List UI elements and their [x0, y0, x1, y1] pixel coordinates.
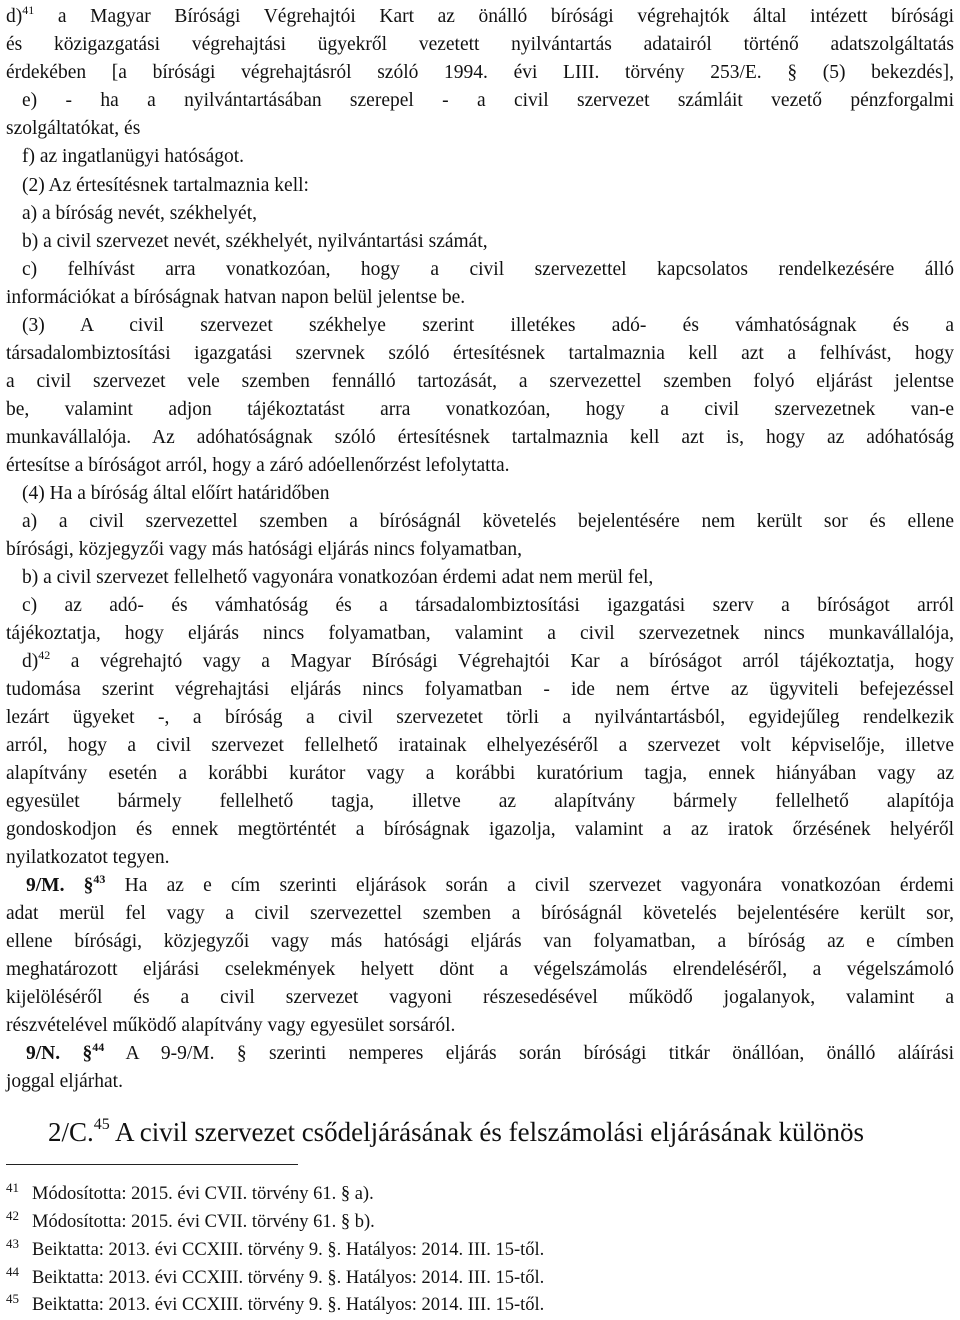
- footnote: 42 Módosította: 2015. évi CVII. törvény 61. § b).: [6, 1208, 375, 1232]
- text-line: [6, 677, 954, 703]
- line-text: Ha az e cím szerinti eljárások során a civil szervezet vagyonára vonatkozóan érdemi: [105, 875, 954, 896]
- line-text: nyilatkozatot tegyen.: [6, 847, 170, 868]
- line-text: (3) A civil szervezet székhelye szerint illetékes adó- és vámhatóságnak és a: [22, 315, 954, 336]
- text-line: [6, 116, 954, 142]
- line-text: ellene bírósági, közjegyzői vagy más hatósági eljárás van folyamatban, a bíróság az e címben: [6, 931, 954, 952]
- text-line: [6, 789, 954, 815]
- footnote-ref[interactable]: 42: [38, 648, 51, 662]
- item-label: d): [6, 6, 23, 27]
- text-line: [6, 901, 954, 927]
- line-text: tájékoztatja, hogy eljárás nincs folyamatban, valamint a civil szervezetnek nincs munkavállalója,: [6, 623, 954, 644]
- text-line: [22, 257, 954, 283]
- text-line: [22, 144, 954, 170]
- line-text: érdekében [a bírósági végrehajtásról szóló 1994. évi LIII. törvény 253/E. § (5) bekezdés],: [6, 62, 954, 83]
- text-line: [26, 873, 954, 899]
- line-text: a civil szervezet vele szemben fennálló tartozását, a szervezettel szemben folyó eljárást jelentse: [6, 371, 954, 392]
- footnote-text: Beiktatta: 2013. évi CCXIII. törvény 9. §. Hatályos: 2014. III. 15-től.: [32, 1268, 545, 1288]
- text-line: [6, 369, 954, 395]
- line-text: adat merül fel vagy a civil szervezettel szemben a bíróságnál követelés bejelentésére került sor,: [6, 903, 954, 924]
- line-text: joggal eljárhat.: [6, 1071, 123, 1092]
- footnote-ref[interactable]: 44: [92, 1040, 105, 1054]
- text-line: [6, 817, 954, 843]
- text-line: [22, 481, 954, 507]
- line-text: bírósági, közjegyzői vagy más hatósági eljárás nincs folyamatban,: [6, 539, 523, 560]
- text-line: [22, 509, 954, 535]
- line-text: lezárt ügyeket -, a bíróság a civil szervezetet törli a nyilvántartásból, egyidejűleg rendelkezik: [6, 707, 954, 728]
- footnote-ref[interactable]: 45: [93, 1116, 110, 1133]
- text-line: [22, 593, 954, 619]
- text-line: [6, 733, 954, 759]
- text-line: [26, 1041, 954, 1067]
- heading-label: 2/C.: [48, 1117, 94, 1147]
- text-line: [6, 60, 954, 86]
- line-text: értesítse a bíróságot arról, hogy a záró adóellenőrzést lefolytatta.: [6, 455, 510, 476]
- footnote: 44 Beiktatta: 2013. évi CCXIII. törvény 9. §. Hatályos: 2014. III. 15-től.: [6, 1264, 545, 1288]
- footnote-text: Módosította: 2015. évi CVII. törvény 61. § a).: [32, 1184, 374, 1204]
- text-line: [6, 705, 954, 731]
- line-text: és közigazgatási végrehajtási ügyekről vezetett nyilvántartás adatairól történő adatszolgáltatás: [6, 34, 954, 55]
- text-line: [22, 201, 954, 227]
- line-text: be, valamint adjon tájékoztatást arra vonatkozóan, hogy a civil szervezetnek van-e: [6, 399, 954, 420]
- line-text: kijelöléséről és a civil szervezet vagyoni részesedésével működő jogalanyok, valamint a: [6, 987, 954, 1008]
- footnote-text: Beiktatta: 2013. évi CCXIII. törvény 9. §. Hatályos: 2014. III. 15-től.: [32, 1295, 545, 1315]
- text-line: [6, 425, 954, 451]
- line-text: alapítvány esetén a korábbi kurátor vagy a korábbi kuratórium tagja, ennek hiányában vagy az: [6, 763, 954, 784]
- line-text: szolgáltatókat, és: [6, 118, 141, 139]
- text-line: [22, 565, 954, 591]
- text-line: [6, 453, 954, 479]
- footnote: 45 Beiktatta: 2013. évi CCXIII. törvény 9. §. Hatályos: 2014. III. 15-től.: [6, 1291, 545, 1315]
- line-text: (2) Az értesítésnek tartalmaznia kell:: [22, 175, 309, 196]
- section-label: 9/M. §: [26, 875, 94, 896]
- footnote: 43 Beiktatta: 2013. évi CCXIII. törvény 9. §. Hatályos: 2014. III. 15-től.: [6, 1236, 545, 1260]
- footnote-divider: [6, 1164, 298, 1165]
- line-text: (4) Ha a bíróság által előírt határidőben: [22, 483, 330, 504]
- footnote: 41 Módosította: 2015. évi CVII. törvény 61. § a).: [6, 1180, 374, 1204]
- line-text: f) az ingatlanügyi hatóságot.: [22, 146, 245, 167]
- line-text: tudomása szerint végrehajtási eljárás nincs folyamatban - ide nem értve az ügyviteli befejezéssel: [6, 679, 954, 700]
- line-text: c) az adó- és vámhatóság és a társadalombiztosítási igazgatási szerv a bíróságot arról: [22, 595, 954, 616]
- text-line: [6, 1013, 954, 1039]
- line-text: társadalombiztosítási igazgatási szervnek szóló értesítésnek tartalmaznia kell azt a felhívást, hogy: [6, 343, 954, 364]
- text-line: [6, 845, 954, 871]
- line-text: munkavállalója. Az adóhatóságnak szóló értesítésnek tartalmaznia kell azt is, hogy az adóhatóság: [6, 427, 954, 448]
- line-text: meghatározott eljárási cselekmények helyett dönt a végelszámolás elrendeléséről, a végelszámoló: [6, 959, 954, 980]
- footnote-ref[interactable]: 41: [22, 3, 35, 17]
- text-line: [6, 537, 954, 563]
- section-label: 9/N. §: [26, 1043, 93, 1064]
- text-line: [22, 313, 954, 339]
- line-text: részvételével működő alapítvány vagy egyesület sorsáról.: [6, 1015, 456, 1036]
- text-line: [6, 929, 954, 955]
- text-line: [6, 985, 954, 1011]
- section-heading: [48, 1112, 954, 1152]
- footnote-text: Módosította: 2015. évi CVII. törvény 61. § b).: [32, 1212, 375, 1232]
- line-text: b) a civil szervezet fellelhető vagyonára vonatkozóan érdemi adat nem merül fel,: [22, 567, 654, 588]
- text-line: [6, 285, 954, 311]
- text-line: [6, 397, 954, 423]
- text-line: [22, 649, 954, 675]
- line-text: e) - ha a nyilvántartásában szerepel - a civil szervezet számláit vezető pénzforgalmi: [22, 90, 954, 111]
- line-text: a) a civil szervezettel szemben a bíróságnál követelés bejelentésére nem került sor és ellene: [22, 511, 954, 532]
- text-line: [6, 957, 954, 983]
- text-line: [22, 88, 954, 114]
- line-text: egyesület bármely fellelhető tagja, illetve az alapítvány bármely fellelhető alapítója: [6, 791, 954, 812]
- text-line: [6, 32, 954, 58]
- text-line: [6, 621, 954, 647]
- text-line: [6, 4, 954, 30]
- line-text: gondoskodjon és ennek megtörténtét a bíróságnak igazolja, valamint a az iratok őrzésének helyéről: [6, 819, 954, 840]
- line-text: a végrehajtó vagy a Magyar Bírósági Végrehajtói Kar a bíróságot arról tájékoztatja, hogy: [50, 651, 954, 672]
- footnote-ref[interactable]: 43: [93, 872, 106, 886]
- line-text: a) a bíróság nevét, székhelyét,: [22, 203, 257, 224]
- line-text: A 9-9/M. § szerinti nemperes eljárás során bírósági titkár önállóan, önálló aláírási: [104, 1043, 955, 1064]
- item-label: d): [22, 651, 39, 672]
- text-line: [22, 229, 954, 255]
- line-text: arról, hogy a civil szervezet fellelhető iratainak elhelyezéséről a szervezet volt képviselője, illetve: [6, 735, 954, 756]
- text-line: [6, 341, 954, 367]
- text-line: [6, 1069, 954, 1095]
- line-text: a Magyar Bírósági Végrehajtói Kart az önálló bírósági végrehajtók által intézett bírósági: [34, 6, 954, 27]
- line-text: c) felhívást arra vonatkozóan, hogy a civil szervezettel kapcsolatos rendelkezésére álló: [22, 259, 954, 280]
- text-line: [22, 173, 954, 199]
- text-line: [6, 761, 954, 787]
- line-text: információkat a bíróságnak hatvan napon belül jelentse be.: [6, 287, 466, 308]
- footnote-text: Beiktatta: 2013. évi CCXIII. törvény 9. §. Hatályos: 2014. III. 15-től.: [32, 1240, 545, 1260]
- heading-text: A civil szervezet csődeljárásának és felszámolási eljárásának különös: [109, 1117, 864, 1147]
- line-text: b) a civil szervezet nevét, székhelyét, nyilvántartási számát,: [22, 231, 488, 252]
